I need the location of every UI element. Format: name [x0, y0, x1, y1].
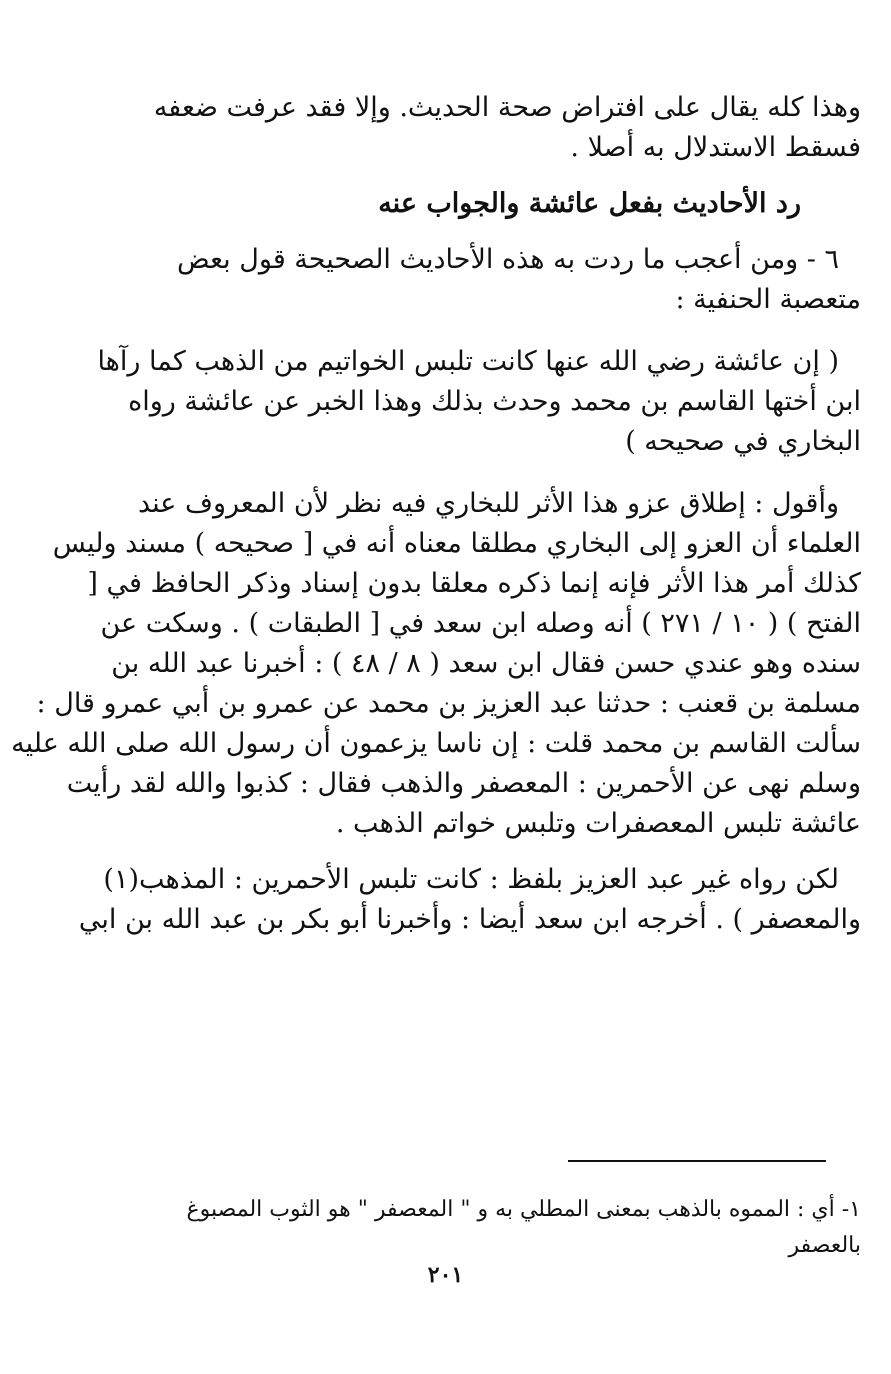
text-line: ( إن عائشة رضي الله عنها كانت تلبس الخواتيم من الذهب كما رآها [97, 346, 839, 377]
text-line: وهذا كله يقال على افتراض صحة الحديث. وإلا فقد عرفت ضعفه [153, 92, 861, 123]
paragraph-4 [11, 484, 861, 844]
text-line: الفتح ) ( ١٠ / ٢٧١ ) أنه وصله ابن سعد في [ الطبقات ) . وسكت عن [100, 608, 861, 639]
text-line: سنده وهو عندي حسن فقال ابن سعد ( ٨ / ٤٨ ) : أخبرنا عبد الله بن [111, 648, 861, 679]
footnote [100, 1192, 861, 1264]
text-line: وأقول : إطلاق عزو هذا الأثر للبخاري فيه نظر لأن المعروف عند [137, 488, 839, 519]
paragraph-2 [100, 240, 861, 320]
text-line: ٦ - ومن أعجب ما ردت به هذه الأحاديث الصحيحة قول بعض [177, 244, 839, 275]
text-line: ابن أختها القاسم بن محمد وحدث بذلك وهذا الخبر عن عائشة رواه [128, 386, 861, 417]
footnote-line: ١- أي : المموه بالذهب بمعنى المطلي به و " المعصفر " هو الثوب المصبوغ [186, 1197, 861, 1222]
page-number: ٢٠١ [427, 1262, 464, 1288]
text-line: متعصبة الحنفية : [675, 284, 861, 315]
text-line: مسلمة بن قعنب : حدثنا عبد العزيز بن محمد عن عمرو بن أبي عمرو قال : [36, 688, 861, 719]
text-line: كذلك أمر هذا الأثر فإنه إنما ذكره معلقا بدون إسناد وذكر الحافظ في [ [87, 568, 861, 599]
text-line: فسقط الاستدلال به أصلا . [570, 132, 861, 163]
text-line: العلماء أن العزو إلى البخاري مطلقا معناه أنه في [ صحيحه ) مسند وليس [52, 528, 861, 559]
footnote-separator [568, 1160, 826, 1162]
footnote-line: بالعصفر [788, 1233, 861, 1258]
paragraph-5 [78, 860, 861, 940]
text-line: عائشة تلبس المعصفرات وتلبس خواتم الذهب . [335, 808, 861, 839]
section-heading: رد الأحاديث بفعل عائشة والجواب عنه [378, 188, 801, 219]
text-line: لكن رواه غير عبد العزيز بلفظ : كانت تلبس الأحمرين : المذهب(١) [103, 864, 839, 895]
paragraph-1 [100, 88, 861, 168]
text-line: والمعصفر ) . أخرجه ابن سعد أيضا : وأخبرنا أبو بكر بن عبد الله بن ابي [78, 904, 861, 935]
text-line: سألت القاسم بن محمد قلت : إن ناسا يزعمون أن رسول الله صلى الله عليه [11, 728, 861, 759]
text-line: البخاري في صحيحه ) [625, 426, 861, 457]
text-line: وسلم نهى عن الأحمرين : المعصفر والذهب فقال : كذبوا والله لقد رأيت [66, 768, 861, 799]
quote-paragraph [97, 342, 861, 462]
